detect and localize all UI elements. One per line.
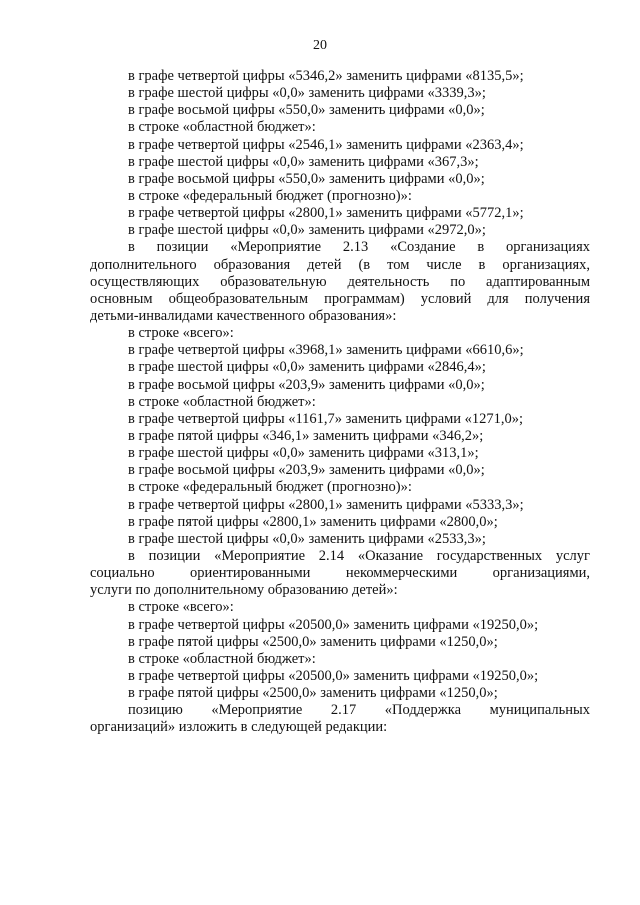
- text-line: в позиции «Мероприятие 2.13 «Создание в организациях: [128, 239, 590, 256]
- text-line: в графе шестой цифры «0,0» заменить цифрами «2533,3»;: [128, 530, 486, 547]
- text-line: в графе шестой цифры «0,0» заменить цифрами «367,3»;: [128, 153, 479, 170]
- document-body: [90, 68, 590, 736]
- page-number: 20: [313, 38, 327, 53]
- text-line: в позиции «Мероприятие 2.14 «Оказание государственных услуг: [128, 547, 590, 564]
- text-line: дополнительного образования детей (в том числе в организациях,: [90, 256, 590, 273]
- text-line: основным общеобразовательным программам) условий для получения: [90, 290, 590, 307]
- text-line: в графе четвертой цифры «2800,1» заменить цифрами «5772,1»;: [128, 205, 524, 222]
- text-line: в графе четвертой цифры «3968,1» заменить цифрами «6610,6»;: [128, 342, 524, 359]
- text-line: в графе четвертой цифры «1161,7» заменить цифрами «1271,0»;: [128, 410, 524, 427]
- text-line: в графе шестой цифры «0,0» заменить цифрами «313,1»;: [128, 445, 479, 462]
- text-line: в строке «всего»:: [128, 325, 234, 342]
- text-line: в графе шестой цифры «0,0» заменить цифрами «2846,4»;: [128, 359, 486, 376]
- text-line: в графе восьмой цифры «550,0» заменить цифрами «0,0»;: [128, 102, 485, 119]
- text-line: в строке «федеральный бюджет (прогнозно)»:: [128, 479, 412, 496]
- text-line: в графе четвертой цифры «20500,0» заменить цифрами «19250,0»;: [128, 667, 539, 684]
- text-line: в графе восьмой цифры «550,0» заменить цифрами «0,0»;: [128, 170, 485, 187]
- text-line: позицию «Мероприятие 2.17 «Поддержка муниципальных: [128, 702, 590, 719]
- text-line: в строке «областной бюджет»:: [128, 650, 316, 667]
- text-line: в графе четвертой цифры «5346,2» заменить цифрами «8135,5»;: [128, 68, 524, 84]
- text-line: в строке «федеральный бюджет (прогнозно)»:: [128, 187, 412, 204]
- text-line: в графе шестой цифры «0,0» заменить цифрами «3339,3»;: [128, 85, 486, 102]
- text-line: социально ориентированными некоммерческими организациями,: [90, 565, 590, 582]
- text-line: в графе восьмой цифры «203,9» заменить цифрами «0,0»;: [128, 376, 485, 393]
- text-line: в строке «областной бюджет»:: [128, 393, 316, 410]
- text-line: осуществляющих образовательную деятельность по адаптированным: [90, 273, 590, 290]
- text-line: организаций» изложить в следующей редакции:: [90, 719, 388, 736]
- text-line: в графе пятой цифры «346,1» заменить цифрами «346,2»;: [128, 427, 484, 444]
- text-line: детьми-инвалидами качественного образования»:: [90, 307, 397, 324]
- text-line: в графе пятой цифры «2500,0» заменить цифрами «1250,0»;: [128, 633, 498, 650]
- text-line: в графе четвертой цифры «2546,1» заменить цифрами «2363,4»;: [128, 136, 524, 153]
- text-line: в строке «областной бюджет»:: [128, 119, 316, 136]
- text-line: в графе пятой цифры «2800,1» заменить цифрами «2800,0»;: [128, 513, 498, 530]
- text-line: в графе шестой цифры «0,0» заменить цифрами «2972,0»;: [128, 222, 486, 239]
- text-line: в строке «всего»:: [128, 599, 234, 616]
- text-line: в графе четвертой цифры «20500,0» заменить цифрами «19250,0»;: [128, 616, 539, 633]
- text-line: в графе пятой цифры «2500,0» заменить цифрами «1250,0»;: [128, 685, 498, 702]
- text-line: в графе четвертой цифры «2800,1» заменить цифрами «5333,3»;: [128, 496, 524, 513]
- text-line: в графе восьмой цифры «203,9» заменить цифрами «0,0»;: [128, 462, 485, 479]
- text-line: услуги по дополнительному образованию детей»:: [90, 582, 398, 599]
